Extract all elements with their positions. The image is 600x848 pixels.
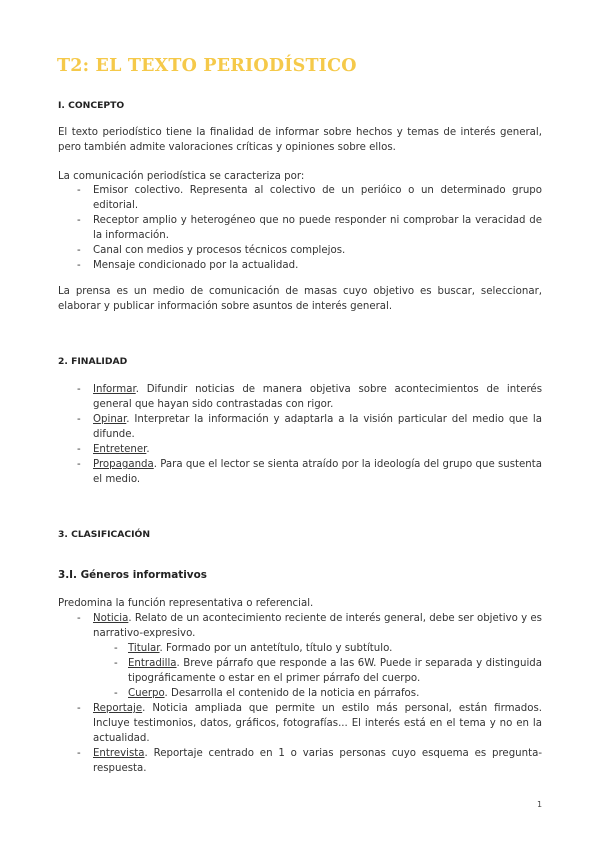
page-number: 1 — [537, 800, 543, 809]
bullet-dash: - — [77, 245, 81, 256]
bullet-dash: - — [77, 613, 81, 624]
page-title: T2: EL TEXTO PERIODÍSTICO — [57, 56, 357, 76]
list-item: - Emisor colectivo. Representa al colectivo de un perióico o un determinado grupo editorial. — [77, 185, 542, 211]
section-heading-concepto: I. CONCEPTO — [58, 100, 125, 111]
term: Entradilla — [128, 658, 177, 669]
list-item: - Canal con medios y procesos técnicos complejos. — [77, 245, 346, 256]
paragraph: La prensa es un medio de comunicación de masas cuyo objetivo es buscar, seleccionar, elaborar y publicar información sobre asuntos de interés general. — [58, 286, 542, 312]
list-item: - Mensaje condicionado por la actualidad. — [77, 260, 299, 271]
list-item: - Propaganda. Para que el lector se sienta atraído por la ideología del grupo que sustenta el medio. — [77, 459, 542, 485]
paragraph: Predomina la función representativa o referencial. — [58, 598, 314, 609]
bullet-dash: - — [77, 414, 81, 425]
list-item: - Receptor amplio y heterogéneo que no puede responder ni comprobar la veracidad de la información. — [77, 215, 542, 241]
term: Entrevista — [93, 748, 145, 759]
term: Titular — [128, 643, 160, 654]
section-heading-clasificacion: 3. CLASIFICACIÓN — [58, 529, 151, 540]
bullet-dash: - — [114, 658, 118, 669]
finalidad-list — [58, 382, 542, 487]
bullet-dash: - — [77, 748, 81, 759]
list-item: - Entretener. — [77, 444, 150, 455]
paragraph: La comunicación periodística se caracteriza por: — [58, 171, 305, 182]
bullet-dash: - — [77, 444, 81, 455]
bullet-dash: - — [77, 215, 81, 226]
bullet-dash: - — [77, 459, 81, 470]
term: Entretener — [93, 444, 147, 455]
sub-list-item: - Titular. Formado por un antetítulo, título y subtítulo. — [114, 643, 393, 654]
subsection-heading-generos-informativos: 3.I. Géneros informativos — [58, 569, 207, 581]
list-item: - Opinar. Interpretar la información y adaptarla a la visión particular del medio que la difunde. — [77, 414, 542, 440]
term: Informar — [93, 384, 136, 395]
bullet-dash: - — [114, 643, 118, 654]
bullet-dash: - — [77, 384, 81, 395]
term: Opinar — [93, 414, 127, 425]
bullet-dash: - — [114, 688, 118, 699]
list-item: - Entrevista. Reportaje centrado en 1 o varias personas cuyo esquema es pregunta-respuesta. — [77, 748, 542, 774]
term: Cuerpo — [128, 688, 165, 699]
term: Reportaje — [93, 703, 143, 714]
bullet-dash: - — [77, 703, 81, 714]
list-item: - Reportaje. Noticia ampliada que permite un estilo más personal, están firmados. Incluye testimonios, datos, gráficos, fotografías... El interés está en el tema y no en la actualidad. — [77, 703, 542, 744]
sub-list-item: - Entradilla. Breve párrafo que responde a las 6W. Puede ir separada y distinguida tipográficamente o estar en el primer párrafo del cuerpo. — [114, 658, 542, 684]
generos-list — [58, 611, 542, 776]
sub-list-item: - Cuerpo. Desarrolla el contenido de la noticia en párrafos. — [114, 688, 420, 699]
term: Propaganda — [93, 459, 154, 470]
list-item: - Informar. Difundir noticias de manera objetiva sobre acontecimientos de interés general que hayan sido contrastadas con rigor. — [77, 384, 542, 410]
bullet-dash: - — [77, 185, 81, 196]
characteristics-list — [58, 183, 542, 273]
bullet-dash: - — [77, 260, 81, 271]
term: Noticia — [93, 613, 129, 624]
list-item: - Noticia. Relato de un acontecimiento reciente de interés general, debe ser objetivo y es narrativo-expresivo. — [77, 613, 542, 639]
paragraph: El texto periodístico tiene la finalidad de informar sobre hechos y temas de interés general, pero también admite valoraciones críticas y opiniones sobre ellos. — [58, 127, 542, 153]
section-heading-finalidad: 2. FINALIDAD — [58, 356, 128, 367]
